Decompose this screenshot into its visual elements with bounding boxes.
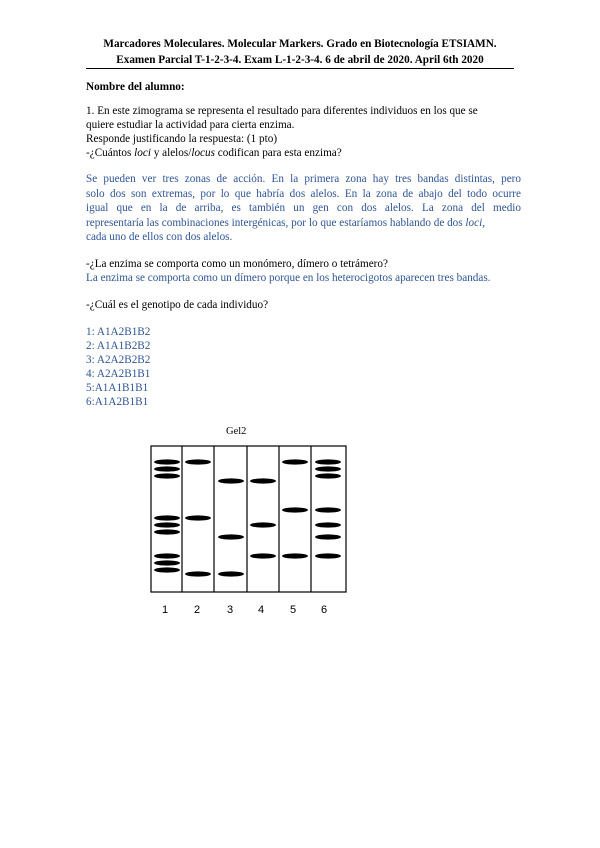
gel-band-lane-2-2 bbox=[185, 515, 211, 520]
q1-prompt-locus: locus bbox=[191, 147, 215, 159]
q1-prompt-loci: loci bbox=[134, 147, 151, 159]
gel-band-lane-6-6 bbox=[315, 534, 341, 539]
q1-prompt-mid: y alelos/ bbox=[150, 147, 192, 159]
header-line-1: Marcadores Moleculares. Molecular Markers. Grado en Biotecnología ETSIAMN. bbox=[103, 38, 497, 50]
gel-band-lane-3-3 bbox=[218, 571, 244, 576]
gel-band-lane-1-7 bbox=[154, 553, 180, 558]
answer-1-line-1: Se pueden ver tres zonas de acción. En la primera zona hay tres bandas distintas, pero bbox=[86, 173, 521, 185]
lane-label-4: 4 bbox=[258, 604, 265, 616]
genotype-3: 3: A2A2B2B2 bbox=[86, 354, 151, 366]
gel-band-lane-6-5 bbox=[315, 522, 341, 527]
question-1-line-1: 1. En este zimograma se representa el resultado para diferentes individuos en los que se bbox=[86, 105, 478, 117]
gel-band-lane-6-4 bbox=[315, 507, 341, 512]
genotype-6: 6:A1A2B1B1 bbox=[86, 396, 149, 408]
gel-band-lane-5-2 bbox=[282, 507, 308, 512]
gel-band-lane-1-5 bbox=[154, 522, 180, 527]
gel-band-lane-3-1 bbox=[218, 478, 244, 483]
gel-band-lane-1-2 bbox=[154, 466, 180, 471]
lane-label-5: 5 bbox=[290, 604, 297, 616]
gel-band-lane-1-1 bbox=[154, 459, 180, 464]
gel-band-lane-6-1 bbox=[315, 459, 341, 464]
genotype-2: 2: A1A1B2B2 bbox=[86, 340, 151, 352]
gel-band-lane-3-2 bbox=[218, 534, 244, 539]
answer-1-line-2: solo dos son extremas, por lo que habría dos alelos. En la zona de abajo del todo ocurre bbox=[86, 187, 521, 200]
answer-1-line-4-loci: loci bbox=[465, 216, 483, 229]
question-3: -¿Cuál es el genotipo de cada individuo? bbox=[86, 299, 269, 311]
gel-band-lane-1-9 bbox=[154, 567, 180, 572]
gel-band-lane-4-2 bbox=[250, 522, 276, 527]
header-line-2: Examen Parcial T-1-2-3-4. Exam L-1-2-3-4. 6 de abril de 2020. April 6th 2020 bbox=[116, 54, 484, 66]
answer-1-line-3: igual que en la de arriba, es también un gen con dos alelos. La zona del medio bbox=[86, 202, 521, 214]
genotype-5: 5:A1A1B1B1 bbox=[86, 382, 149, 394]
question-2: -¿La enzima se comporta como un monómero, dímero o tetrámero? bbox=[86, 258, 388, 270]
q1-prompt-pre: -¿Cuántos bbox=[86, 147, 135, 159]
genotype-4: 4: A2A2B1B1 bbox=[86, 368, 151, 380]
gel-band-lane-4-3 bbox=[250, 553, 276, 558]
answer-2: La enzima se comporta como un dímero porque en los heterocigotos aparecen tres bandas. bbox=[86, 272, 491, 284]
lane-label-2: 2 bbox=[194, 604, 201, 616]
lane-label-3: 3 bbox=[227, 604, 234, 616]
student-name-label: Nombre del alumno: bbox=[86, 81, 185, 93]
answer-1-line-4-pre: representaría las combinaciones intergénicas, por lo que estaríamos hablando de dos bbox=[86, 216, 466, 229]
gel-band-lane-1-8 bbox=[154, 560, 180, 565]
lane-label-6: 6 bbox=[321, 604, 328, 616]
gel-band-lane-5-3 bbox=[282, 553, 308, 558]
q1-prompt-post: codifican para esta enzima? bbox=[214, 147, 342, 159]
gel-band-lane-1-6 bbox=[154, 529, 180, 534]
question-1-line-3: Responde justificando la respuesta: (1 pto) bbox=[86, 133, 278, 145]
gel-title: Gel2 bbox=[226, 426, 247, 437]
gel-band-lane-6-3 bbox=[315, 473, 341, 478]
gel-band-lane-2-3 bbox=[185, 571, 211, 576]
gel-band-lane-6-2 bbox=[315, 466, 341, 471]
gel-band-lane-5-1 bbox=[282, 459, 308, 464]
answer-1-line-4-post: , bbox=[482, 216, 485, 229]
gel-band-lane-1-4 bbox=[154, 515, 180, 520]
lane-label-1: 1 bbox=[162, 604, 169, 616]
gel-band-lane-1-3 bbox=[154, 473, 180, 478]
gel-band-lane-6-7 bbox=[315, 553, 341, 558]
answer-1-line-5: cada uno de ellos con dos alelos. bbox=[86, 231, 233, 243]
genotype-1: 1: A1A2B1B2 bbox=[86, 326, 151, 338]
gel-band-lane-4-1 bbox=[250, 478, 276, 483]
question-1-line-2: quiere estudiar la actividad para cierta enzima. bbox=[86, 119, 295, 131]
gel-band-lane-2-1 bbox=[185, 459, 211, 464]
